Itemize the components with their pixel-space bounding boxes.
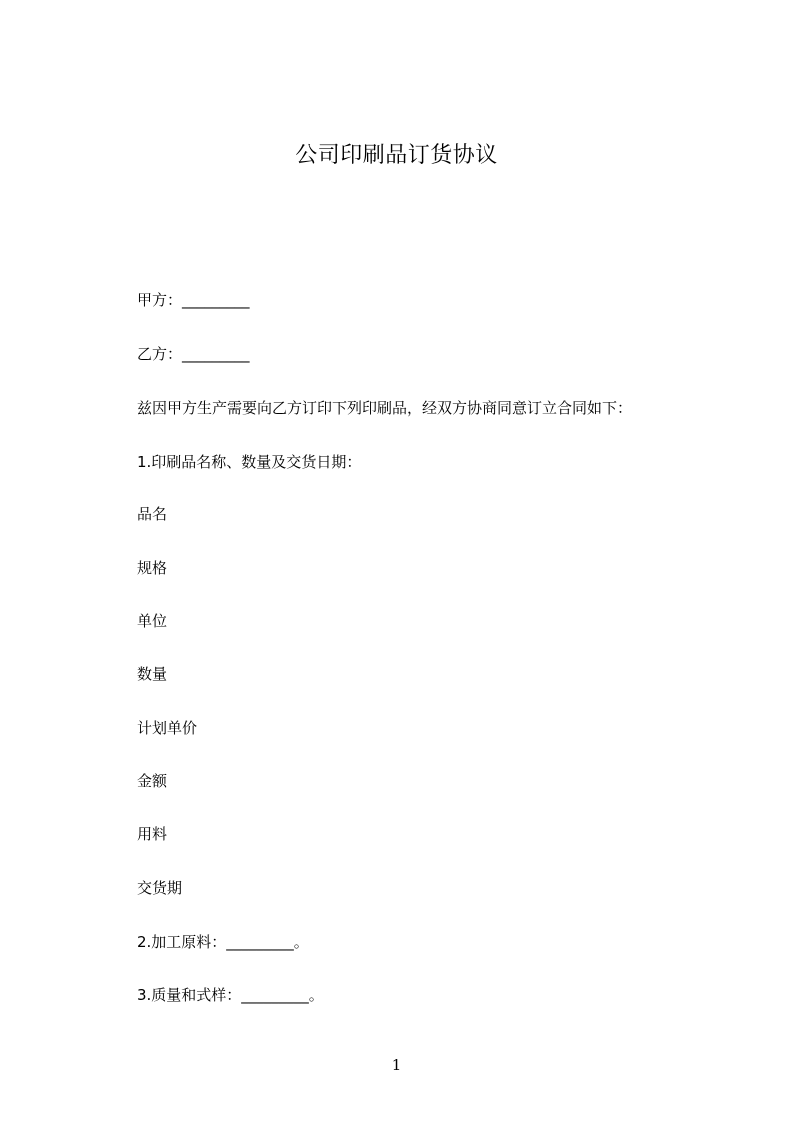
section-1-item-unit-price: 计划单价 <box>137 719 198 737</box>
party-b-line: 乙方：_________ <box>137 345 250 363</box>
section-2-line: 2.加工原料：_________。 <box>137 933 309 951</box>
document-title: 公司印刷品订货协议 <box>295 143 498 168</box>
section-1-item-quantity: 数量 <box>137 665 168 683</box>
section-1-item-amount: 金额 <box>137 772 168 790</box>
section-1-heading: 1.印刷品名称、数量及交货日期： <box>137 453 362 471</box>
section-1-item-materials: 用料 <box>137 825 168 843</box>
section-3-line: 3.质量和式样：_________。 <box>137 986 324 1004</box>
section-1-item-delivery-date: 交货期 <box>137 879 183 897</box>
party-a-line: 甲方：_________ <box>137 291 250 309</box>
page-number: 1 <box>391 1056 402 1074</box>
intro-paragraph: 兹因甲方生产需要向乙方订印下列印刷品，经双方协商同意订立合同如下： <box>137 399 633 417</box>
section-1-item-product-name: 品名 <box>137 505 168 523</box>
section-1-item-specification: 规格 <box>137 559 168 577</box>
section-1-item-unit: 单位 <box>137 612 168 630</box>
